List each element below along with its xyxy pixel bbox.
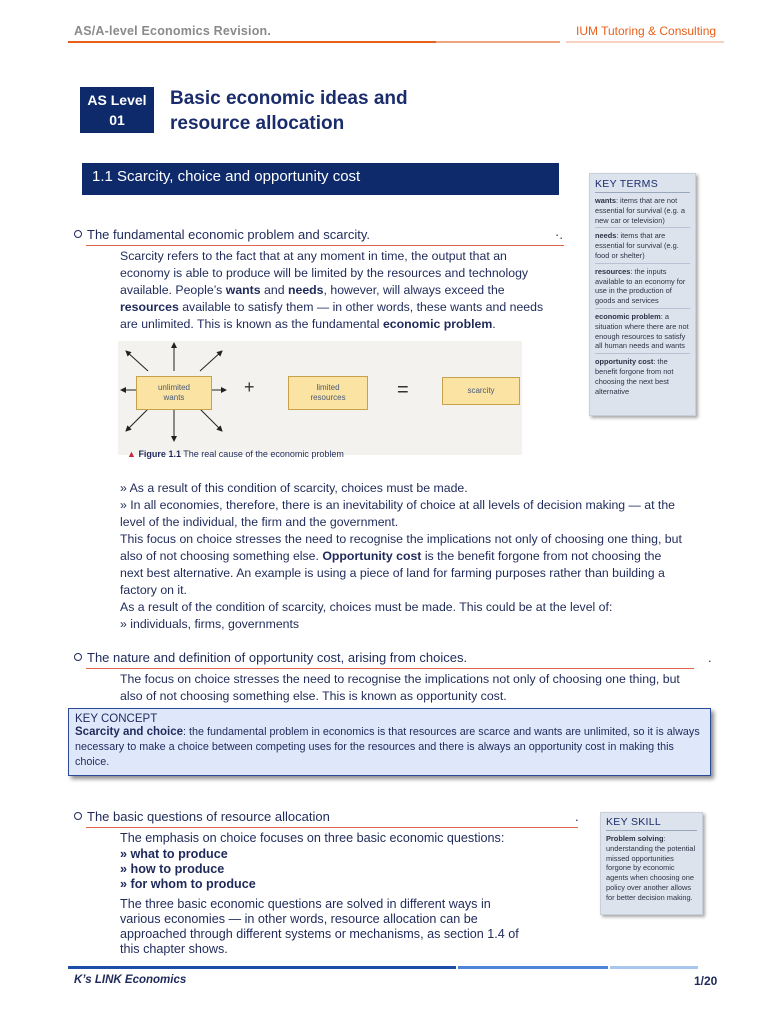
topic-heading-2-text: The nature and definition of opportunity cost, arising from choices. xyxy=(87,650,468,665)
caption-label: Figure 1.1 xyxy=(138,449,181,459)
term-economic-problem: economic problem xyxy=(382,317,493,331)
bullet-circle-icon xyxy=(74,230,82,238)
footer-rule-mid xyxy=(458,966,608,969)
key-term-name: opportunity cost xyxy=(595,357,654,367)
node-scarcity xyxy=(442,377,520,405)
key-concept-text: : the fundamental problem in economics is that resources are scarce and wants are unlimited, so it is always necessary to make a choice between competing uses for the resources and there is always an opportunity cost in making this choice. xyxy=(75,726,700,768)
key-concept-title: KEY CONCEPT xyxy=(75,713,158,725)
header-brand: IUM Tutoring & Consulting xyxy=(576,24,717,38)
opportunity-paragraph xyxy=(120,671,720,705)
text-run: is the benefit forgone from not choosing the xyxy=(421,549,662,563)
node-label: limited xyxy=(316,383,340,392)
para-line: next best alternative. An example is using a piece of land for farming purposes rather than building a xyxy=(120,566,665,580)
key-terms-box xyxy=(589,173,696,416)
footer-rule xyxy=(68,966,456,969)
choice-paragraph xyxy=(120,480,720,633)
key-concept-box xyxy=(68,708,711,776)
para-line: economy is able to produce will be limited by the resources and technology xyxy=(120,266,529,280)
key-term-item xyxy=(595,267,690,309)
topic-heading-1-trail: ·. xyxy=(555,227,563,242)
footer-source: K’s LINK Economics xyxy=(74,974,187,986)
para-line: various economies — in other words, resource allocation can be xyxy=(120,912,478,926)
page-title xyxy=(170,86,490,136)
question-what: » what to produce xyxy=(120,847,228,861)
topic-heading-1-text: The fundamental economic problem and scarcity. xyxy=(87,227,371,242)
node-label: unlimited xyxy=(157,383,190,392)
para-line: » individuals, firms, governments xyxy=(120,617,300,631)
figure-caption xyxy=(127,449,344,459)
text-run: , however, will always exceed the xyxy=(323,283,505,297)
key-term-def: : items that are not essential for survival (e.g. a new car or television) xyxy=(595,196,685,225)
para-line xyxy=(120,299,550,316)
key-concept-body xyxy=(75,725,704,770)
para-line: The focus on choice stresses the need to recognise the implications not only of choosing one thing, but xyxy=(120,672,680,686)
equals-sign: = xyxy=(397,379,409,401)
key-term-def: : the inputs available to an economy for use in the production of goods and services xyxy=(595,266,686,306)
key-term-name: wants xyxy=(595,196,616,205)
key-term-item xyxy=(595,231,690,263)
level-badge-line2: 01 xyxy=(109,112,125,128)
level-badge xyxy=(80,87,154,133)
key-terms-title: KEY TERMS xyxy=(595,178,690,193)
para-line: also of not choosing something else. This is known as opportunity cost. xyxy=(120,689,507,703)
para-line: » In all economies, therefore, there is an inevitability of choice at all levels of decision making — at the xyxy=(120,498,676,512)
topic-heading-2-trail: . xyxy=(708,650,712,665)
key-skill-item xyxy=(606,834,697,905)
para-line: factory on it. xyxy=(120,583,187,597)
para-line: The three basic economic questions are solved in different ways in xyxy=(120,897,491,911)
key-term-def: : items that are essential for survival (e.g. food or shelter) xyxy=(595,231,679,260)
key-term-item xyxy=(595,196,690,228)
header-rule-light xyxy=(566,41,724,43)
key-term-name: economic problem xyxy=(595,311,661,321)
node-label: wants xyxy=(163,393,185,402)
header-rule xyxy=(68,41,436,43)
text-run: . xyxy=(492,317,496,331)
text-run: and xyxy=(260,283,288,297)
topic-underline-3 xyxy=(86,827,578,828)
para-line xyxy=(120,548,720,565)
page-title-line2: resource allocation xyxy=(170,113,345,134)
text-run: also of not choosing something else. xyxy=(120,549,323,563)
bullet-circle-icon xyxy=(74,812,82,820)
text-run: available to satisfy them — in other words, these wants and needs xyxy=(178,300,544,314)
text-run: available. People’s xyxy=(120,283,226,297)
allocation-paragraph xyxy=(120,830,590,957)
node-limited-resources xyxy=(288,376,368,410)
key-skill-box xyxy=(600,812,703,915)
key-term-item xyxy=(595,312,690,354)
text-run: are unlimited. This is known as the fundamental xyxy=(120,317,383,331)
scarcity-paragraph xyxy=(120,248,550,333)
topic-heading-1 xyxy=(74,227,370,242)
node-label: scarcity xyxy=(467,386,495,395)
page-number: 1/20 xyxy=(694,974,718,988)
level-badge-line1: AS Level xyxy=(87,92,147,108)
page-title-line1: Basic economic ideas and xyxy=(170,88,408,109)
para-line: This focus on choice stresses the need to recognise the implications not only of choosing one thing, but xyxy=(120,532,682,546)
topic-underline-1 xyxy=(86,245,564,246)
plus-sign: + xyxy=(244,377,255,397)
key-term-name: needs xyxy=(595,231,617,241)
topic-underline-2 xyxy=(86,668,694,669)
header-title: AS/A-level Economics Revision. xyxy=(74,24,272,38)
term-needs: needs xyxy=(287,283,324,297)
question-for-whom: » for whom to produce xyxy=(120,877,256,891)
footer-rule-light xyxy=(610,966,698,969)
para-line: The emphasis on choice focuses on three basic economic questions: xyxy=(120,831,505,845)
para-line: level of the individual, the firm and the government. xyxy=(120,515,399,529)
key-concept-term: Scarcity and choice xyxy=(75,726,184,738)
key-term-name: resources xyxy=(595,266,631,276)
key-skill-title: KEY SKILL xyxy=(606,816,697,831)
bullet-circle-icon xyxy=(74,653,82,661)
term-wants: wants xyxy=(225,283,261,297)
section-heading: 1.1 Scarcity, choice and opportunity cost xyxy=(82,163,559,195)
term-opportunity-cost: Opportunity cost xyxy=(322,549,422,563)
node-label: resources xyxy=(310,393,346,402)
key-term-item xyxy=(595,357,690,398)
para-line: As a result of the condition of scarcity, choices must be made. This could be at the level of: xyxy=(120,600,613,614)
para-line: approached through different systems or mechanisms, as section 1.4 of xyxy=(120,927,519,941)
header-rule-fade xyxy=(436,41,560,43)
caption-text: The real cause of the economic problem xyxy=(180,449,344,459)
caption-marker-icon: ▲ xyxy=(127,449,136,459)
para-line: » As a result of this condition of scarcity, choices must be made. xyxy=(120,481,468,495)
topic-heading-3-trail: . xyxy=(575,809,579,824)
node-unlimited-wants xyxy=(136,376,212,410)
key-skill-term: Problem solving xyxy=(606,834,664,843)
figure-diagram xyxy=(118,341,522,455)
para-line xyxy=(120,316,550,333)
topic-heading-3-text: The basic questions of resource allocation xyxy=(87,809,330,824)
para-line: this chapter shows. xyxy=(120,942,228,956)
topic-heading-3 xyxy=(74,809,330,824)
para-line: Scarcity refers to the fact that at any moment in time, the output that an xyxy=(120,249,507,263)
topic-heading-2 xyxy=(74,650,467,665)
key-term-def: : a situation where there are not enough resources to satisfy all human needs and wants xyxy=(595,311,689,351)
key-skill-def: : understanding the potential missed opportunities forgone by economic agents when choosing one policy over another allows for better decision making. xyxy=(606,834,696,902)
term-resources: resources xyxy=(120,300,179,314)
para-line xyxy=(120,282,550,299)
question-how: » how to produce xyxy=(120,862,225,876)
key-term-def: : the benefit forgone from not choosing the next best alternative xyxy=(595,357,674,396)
